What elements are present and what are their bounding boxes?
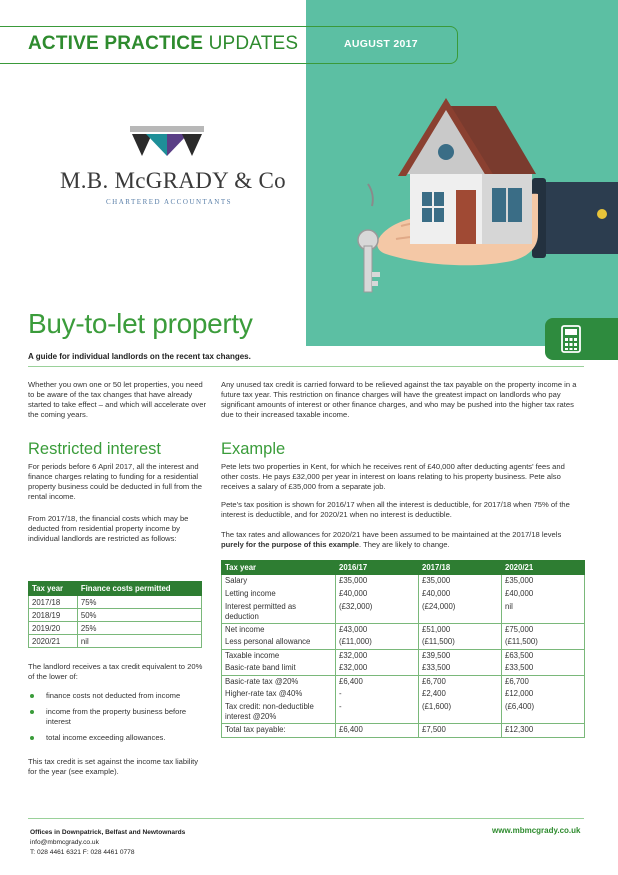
table-cell: Basic-rate tax @20% bbox=[222, 675, 336, 688]
table-cell: (£11,500) bbox=[419, 636, 502, 649]
article-title: Buy-to-let property bbox=[28, 308, 253, 339]
table-cell: £6,400 bbox=[336, 675, 419, 688]
table-cell: 2019/20 bbox=[29, 622, 78, 635]
table-cell: Basic-rate band limit bbox=[222, 662, 336, 675]
table-cell: £35,000 bbox=[419, 575, 502, 588]
footer-email[interactable]: info@mbmcgrady.co.uk bbox=[30, 839, 99, 846]
table-cell: £32,000 bbox=[336, 649, 419, 662]
calculator-tab bbox=[545, 318, 618, 360]
table-cell: - bbox=[336, 701, 419, 724]
table-cell: £6,400 bbox=[336, 724, 419, 738]
divider bbox=[28, 366, 584, 367]
table-header: 2017/18 bbox=[419, 561, 502, 575]
table-row bbox=[222, 649, 585, 662]
table-cell: £43,000 bbox=[336, 623, 419, 636]
example-para-3: The tax rates and allowances for 2020/21 have been assumed to be maintained at the 2017/18 levels purely for the purpose of this example. They are likely to change. bbox=[221, 530, 562, 549]
table-cell: £40,000 bbox=[502, 588, 585, 601]
newsletter-title: ACTIVE PRACTICE UPDATES bbox=[28, 33, 299, 54]
issue-date: AUGUST 2017 bbox=[344, 38, 418, 50]
table-row bbox=[222, 636, 585, 649]
article-subtitle: A guide for individual landlords on the recent tax changes. bbox=[28, 352, 251, 361]
table-cell: £51,000 bbox=[419, 623, 502, 636]
table-cell: £12,000 bbox=[502, 688, 585, 701]
table-row bbox=[29, 609, 202, 622]
table-row bbox=[222, 588, 585, 601]
intro-paragraph: Whether you own one or 50 let properties, you need to be aware of the tax changes that have already started to take effect – and which will accelerate over the coming years. bbox=[28, 380, 206, 419]
table-cell: £75,000 bbox=[502, 623, 585, 636]
firm-logo-icon bbox=[130, 126, 204, 160]
table-cell: £40,000 bbox=[419, 588, 502, 601]
table-row bbox=[222, 575, 585, 588]
list-item: income from the property business before interest bbox=[28, 707, 198, 727]
house-in-hand-illustration bbox=[306, 64, 618, 314]
table-cell: £2,400 bbox=[419, 688, 502, 701]
table-cell: £40,000 bbox=[336, 588, 419, 601]
table-row bbox=[29, 622, 202, 635]
example-tax-table bbox=[221, 560, 585, 738]
table-header: Finance costs permitted bbox=[77, 582, 201, 596]
restricted-para-1: For periods before 6 April 2017, all the interest and finance charges relating to funding for a residential property business could be deducted in full from the rental income. bbox=[28, 462, 202, 501]
table-cell: £12,300 bbox=[502, 724, 585, 738]
table-cell: £35,000 bbox=[336, 575, 419, 588]
table-cell: Higher-rate tax @40% bbox=[222, 688, 336, 701]
calculator-icon bbox=[561, 325, 581, 353]
restricted-para-4: This tax credit is set against the income tax liability for the year (see example). bbox=[28, 757, 199, 776]
list-item: total income exceeding allowances. bbox=[28, 733, 198, 743]
table-cell: nil bbox=[77, 635, 201, 648]
table-cell: Interest permitted as deduction bbox=[222, 601, 336, 624]
table-cell: £32,000 bbox=[336, 662, 419, 675]
table-header: Tax year bbox=[29, 582, 78, 596]
tax-credit-bullet-list bbox=[28, 691, 198, 749]
right-intro-paragraph: Any unused tax credit is carried forward to be relieved against the tax payable on the property income in a future tax year. This restriction on finance charges will have the greatest impact on landlords who pay significant amounts of interest or other finance charges, and who may be pushed into the higher tax rates due to their increased taxable income. bbox=[221, 380, 577, 419]
table-cell: Net income bbox=[222, 623, 336, 636]
list-item: finance costs not deducted from income bbox=[28, 691, 198, 701]
table-cell: £63,500 bbox=[502, 649, 585, 662]
table-cell: (£32,000) bbox=[336, 601, 419, 624]
table-cell: (£11,000) bbox=[336, 636, 419, 649]
table-cell: 50% bbox=[77, 609, 201, 622]
example-para-2: Pete's tax position is shown for 2016/17 when all the interest is deductible, for 2017/18 when 75% of the interest is deductible, and for 2020/21 when no interest is deductible. bbox=[221, 500, 570, 519]
table-header: 2016/17 bbox=[336, 561, 419, 575]
table-row bbox=[29, 596, 202, 609]
table-cell: (£11,500) bbox=[502, 636, 585, 649]
footer-website-link[interactable]: www.mbmcgrady.co.uk bbox=[492, 826, 581, 835]
footer-offices: Offices in Downpatrick, Belfast and Newtownards bbox=[30, 829, 186, 836]
table-cell: nil bbox=[502, 601, 585, 624]
table-cell: (£24,000) bbox=[419, 601, 502, 624]
table-cell: 2018/19 bbox=[29, 609, 78, 622]
table-cell: Less personal allowance bbox=[222, 636, 336, 649]
restricted-para-2: From 2017/18, the financial costs which may be deducted from residential property income by individual landlords are restricted as follows: bbox=[28, 514, 189, 543]
table-header: 2020/21 bbox=[502, 561, 585, 575]
restricted-interest-heading: Restricted interest bbox=[28, 440, 161, 458]
table-row bbox=[222, 701, 585, 724]
table-total-row bbox=[222, 724, 585, 738]
table-cell: Salary bbox=[222, 575, 336, 588]
table-row bbox=[222, 623, 585, 636]
table-row bbox=[222, 675, 585, 688]
table-cell: Tax credit: non-deductible interest @20% bbox=[222, 701, 336, 724]
table-cell: 75% bbox=[77, 596, 201, 609]
table-cell: Total tax payable: bbox=[222, 724, 336, 738]
table-row bbox=[222, 688, 585, 701]
restricted-para-3: The landlord receives a tax credit equivalent to 20% of the lower of: bbox=[28, 662, 203, 681]
table-cell: £33,500 bbox=[419, 662, 502, 675]
table-cell: Letting income bbox=[222, 588, 336, 601]
table-header: Tax year bbox=[222, 561, 336, 575]
table-cell: - bbox=[336, 688, 419, 701]
table-cell: 2020/21 bbox=[29, 635, 78, 648]
table-cell: £39,500 bbox=[419, 649, 502, 662]
firm-subtitle: CHARTERED ACCOUNTANTS bbox=[106, 198, 232, 206]
table-row bbox=[29, 635, 202, 648]
table-cell: Taxable income bbox=[222, 649, 336, 662]
table-cell: 25% bbox=[77, 622, 201, 635]
table-cell: £33,500 bbox=[502, 662, 585, 675]
finance-costs-table bbox=[28, 581, 202, 648]
table-cell: £6,700 bbox=[419, 675, 502, 688]
footer-contact bbox=[30, 828, 185, 858]
table-cell: £6,700 bbox=[502, 675, 585, 688]
table-row bbox=[222, 662, 585, 675]
footer-divider bbox=[28, 818, 584, 819]
table-cell: £35,000 bbox=[502, 575, 585, 588]
table-cell: 2017/18 bbox=[29, 596, 78, 609]
firm-name: M.B. McGRADY & Co bbox=[60, 168, 286, 193]
example-para-1: Pete lets two properties in Kent, for which he receives rent of £40,000 after deducting agents' fees and other costs. He pays £32,000 per year in interest on loans relating to his property business. Pete also receives a salary of £35,000 from a separate job. bbox=[221, 462, 565, 491]
table-cell: (£6,400) bbox=[502, 701, 585, 724]
table-cell: £7,500 bbox=[419, 724, 502, 738]
footer-phone: T: 028 4461 6321 F: 028 4461 0778 bbox=[30, 849, 135, 856]
example-heading: Example bbox=[221, 440, 286, 458]
table-row bbox=[222, 601, 585, 624]
table-cell: (£1,600) bbox=[419, 701, 502, 724]
